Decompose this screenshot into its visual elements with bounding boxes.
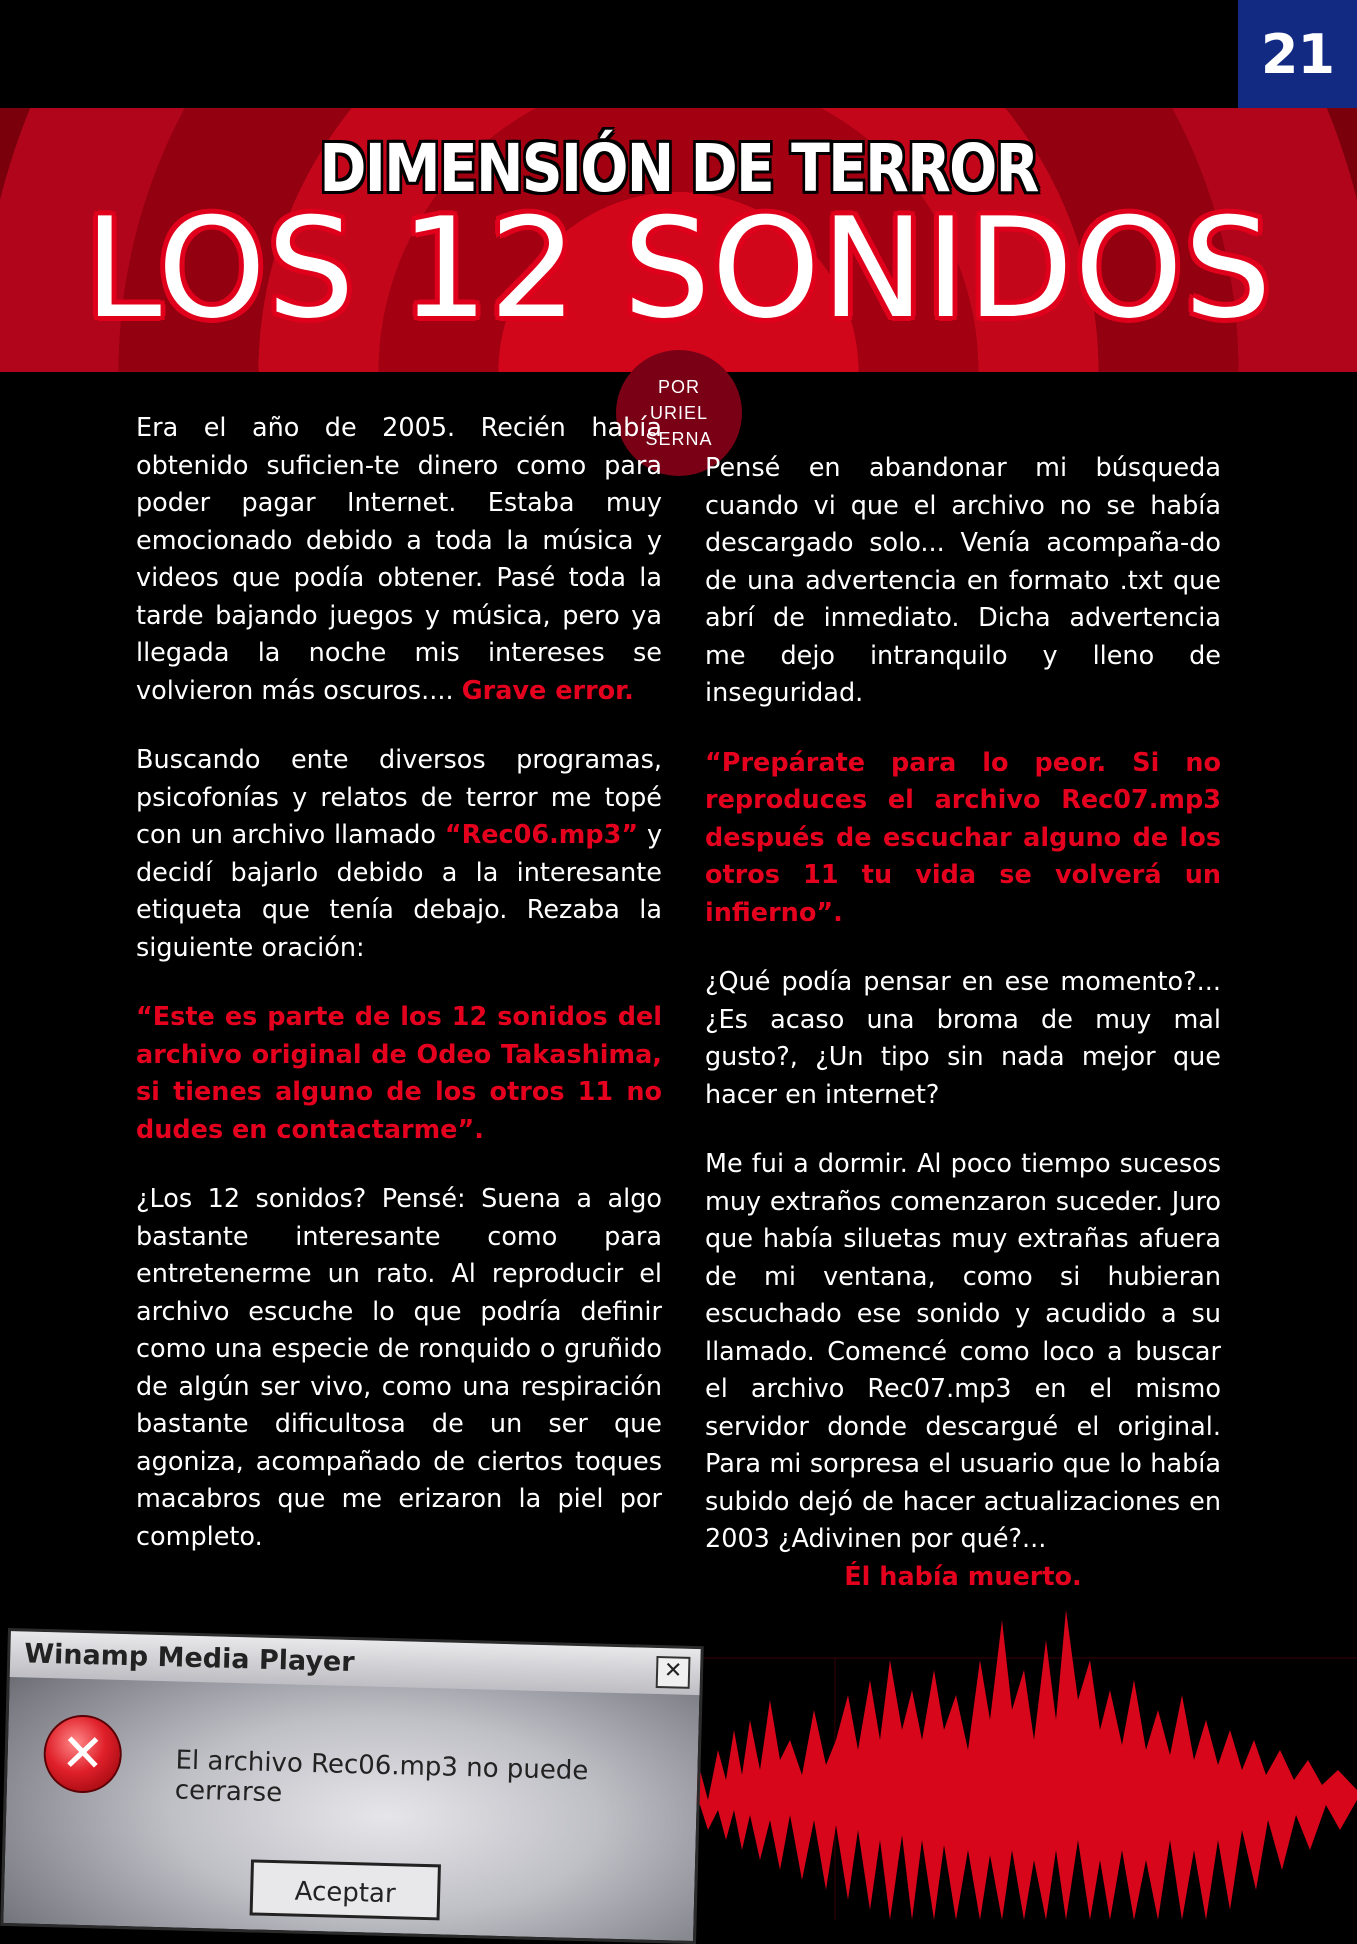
sound-wave-graphic xyxy=(690,1600,1357,1920)
sound-wave xyxy=(690,1610,1357,1920)
paragraph-text: y decidí bajarlo debido a la interesante etiqueta que tenía debajo. Rezaba la siguiente oración: xyxy=(136,820,663,963)
title-banner xyxy=(0,108,1357,372)
paragraph: Pensé en abandonar mi búsqueda cuando vi que el archivo no se había descargado solo... Venía acompaña-do de una advertencia en formato .txt que abrí de inmediato. Dicha advertencia me dejo intranquilo y lleno de inseguridad. xyxy=(705,453,1221,708)
error-dialog xyxy=(0,1628,704,1944)
right-column xyxy=(705,450,1221,1628)
ending-line: Él había muerto. xyxy=(844,1561,1082,1592)
paragraph-text: Buscando ente diversos programas, psicofonías y relatos de terror me topé con un archivo llamado xyxy=(136,745,662,850)
section-title: DIMENSIÓN DE TERROR xyxy=(319,130,1038,207)
paragraph: Me fui a dormir. Al poco tiempo sucesos muy extraños comenzaron suceder. Juro que había siluetas muy extrañas afuera de mi ventana, como si hubieran escuchado ese sonido y acudido a su llamado. Comencé como loco a buscar el archivo Rec07.mp3 en el mismo servidor donde descargué el original. Para mi sorpresa el usuario que lo había subido dejó de hacer actualizaciones en 2003 ¿Adivinen por qué?... xyxy=(705,1149,1221,1554)
accept-button[interactable]: Aceptar xyxy=(250,1859,441,1920)
byline-line: POR xyxy=(657,377,700,397)
page-title: LOS 12 SONIDOS xyxy=(84,188,1273,349)
paragraph-text: Era el año de 2005. Recién había obtenido suficien-te dinero como para poder pagar Internet. Estaba muy emocionado debido a toda la música y videos que podía obtener. Pasé toda la tarde bajando juegos y música, pero ya llegada la noche mis intereses se volvieron más oscuros.... xyxy=(136,413,662,706)
quote: “Este es parte de los 12 sonidos del archivo original de Odeo Takashima, si tienes alguno de los otros 11 no dudes en contactarme”. xyxy=(136,1002,662,1145)
paragraph: ¿Los 12 sonidos? Pensé: Suena a algo bastante interesante como para entretenerme un rato. Al reproducir el archivo escuche lo que podría definir como una especie de ronquido o gruñido de algún ser vivo, como una respiración bastante dificultosa de un ser que agoniza, acompañado de ciertos toques macabros que me erizaron la piel por completo. xyxy=(136,1184,662,1552)
dialog-message: El archivo Rec06.mp3 no puede cerrarse xyxy=(174,1745,589,1809)
byline-line: URIEL xyxy=(649,403,708,423)
close-icon[interactable]: ✕ xyxy=(656,1656,691,1689)
quote: “Prepárate para lo peor. Si no reproduces el archivo Rec07.mp3 después de escuchar alguno de los otros 11 tu vida se volverá un infierno”. xyxy=(705,747,1221,928)
highlight-text: Grave error. xyxy=(461,675,634,706)
paragraph xyxy=(136,410,662,710)
dialog-title: Winamp Media Player xyxy=(10,1631,701,1695)
page-number: 21 xyxy=(1238,0,1357,108)
highlight-text: “Rec06.mp3” xyxy=(444,820,639,850)
error-x-icon: ✕ xyxy=(43,1714,123,1794)
paragraph: ¿Qué podía pensar en ese momento?... ¿Es acaso una broma de muy mal gusto?, ¿Un tipo sin nada mejor que hacer en internet? xyxy=(705,967,1221,1110)
paragraph xyxy=(136,742,662,967)
byline-line: SERNA xyxy=(645,429,713,449)
left-column xyxy=(136,410,662,1588)
